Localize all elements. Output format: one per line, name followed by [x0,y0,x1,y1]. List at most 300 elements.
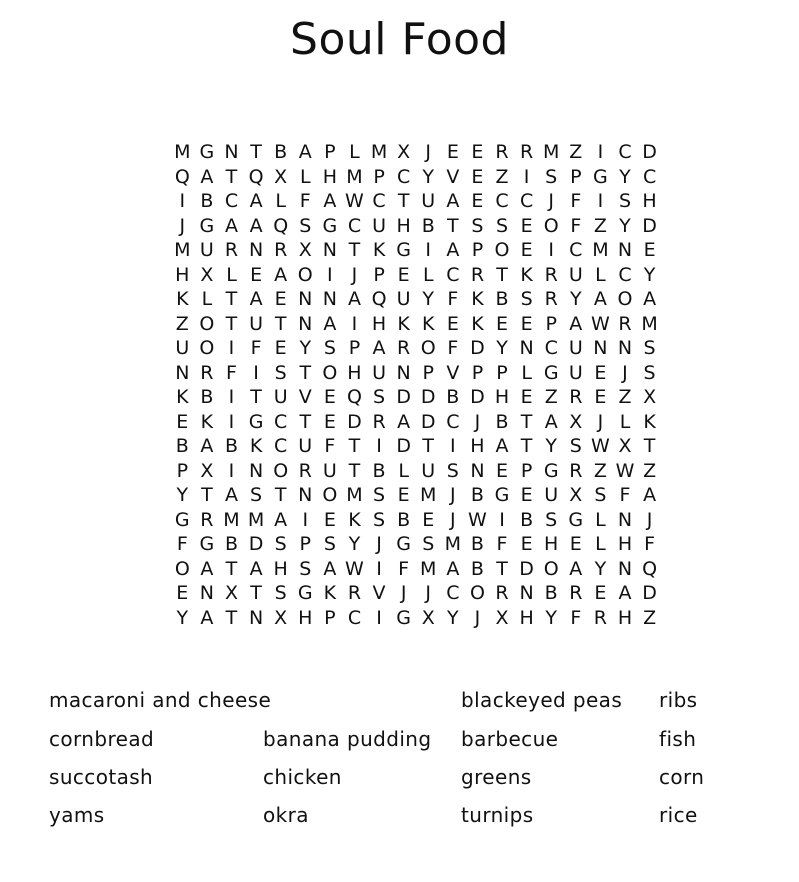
grid-letter: C [446,263,460,286]
grid-letter: B [495,288,509,311]
grid-letter: H [371,312,387,335]
word-item: ribs [659,688,698,712]
grid-letter: E [274,337,287,360]
grid-letter: T [397,190,410,213]
grid-letter: P [348,337,361,360]
grid-letter: O [273,459,289,482]
grid-letter: C [642,165,657,188]
grid-letter: R [569,386,583,409]
grid-letter: O [469,582,485,605]
grid-letter: Y [176,484,189,507]
word-item: macaroni and cheese [49,688,272,712]
grid-letter: T [348,459,361,482]
grid-letter: K [471,312,484,335]
grid-row [170,361,662,386]
grid-letter: G [248,410,264,433]
grid-letter: T [225,606,238,629]
grid-letter: S [274,361,287,384]
grid-letter: N [617,337,633,360]
grid-letter: L [201,288,213,311]
grid-letter: A [274,263,288,286]
grid-letter: M [420,557,437,580]
grid-letter: A [249,288,263,311]
grid-letter: W [345,557,364,580]
grid-letter: T [496,263,508,286]
grid-letter: C [347,214,362,237]
grid-row [170,312,662,337]
grid-letter: A [200,606,214,629]
grid-letter: W [590,435,610,458]
grid-letter: U [372,361,386,384]
grid-letter: E [520,214,533,237]
grid-letter: T [250,582,262,605]
grid-letter: S [520,288,533,311]
grid-letter: F [324,435,336,458]
grid-letter: H [494,386,510,409]
grid-letter: P [373,165,385,188]
grid-letter: I [179,190,186,213]
grid-letter: E [496,312,509,335]
grid-letter: O [297,263,313,286]
grid-letter: T [225,557,238,580]
grid-letter: L [275,190,286,213]
grid-letter: Z [495,165,509,188]
grid-letter: E [520,312,533,335]
grid-letter: R [593,606,607,629]
grid-letter: E [594,386,607,409]
grid-letter: C [618,141,632,164]
grid-letter: J [597,410,604,433]
grid-letter: H [642,190,657,213]
grid-letter: A [397,410,411,433]
grid-letter: V [446,361,460,384]
grid-letter: P [471,361,484,384]
grid-letter: T [422,435,435,458]
grid-letter: M [592,239,609,262]
grid-letter: H [617,533,633,556]
grid-letter: J [351,263,358,286]
grid-letter: Y [619,214,631,237]
grid-letter: I [228,410,235,433]
grid-letter: L [422,263,434,286]
grid-letter: N [519,582,534,605]
grid-letter: J [474,606,481,629]
grid-letter: G [568,508,584,531]
grid-letter: T [496,557,508,580]
grid-letter: Y [422,165,435,188]
grid-letter: X [274,606,288,629]
grid-letter: O [494,239,510,262]
grid-letter: Q [642,557,658,580]
grid-letter: N [175,361,190,384]
grid-letter: I [548,239,554,262]
grid-letter: N [470,459,485,482]
grid-row [170,557,662,582]
grid-letter: E [323,410,336,433]
grid-row [170,214,662,239]
grid-letter: F [570,190,582,213]
grid-letter: I [597,190,604,213]
grid-letter: A [323,190,337,213]
grid-letter: D [642,582,657,605]
grid-letter: B [224,435,238,458]
grid-letter: E [323,508,336,531]
grid-letter: B [372,459,386,482]
grid-letter: F [644,533,656,556]
grid-letter: A [446,239,460,262]
grid-letter: Y [496,337,508,360]
grid-letter: G [199,141,215,164]
grid-letter: H [322,165,337,188]
grid-letter: U [249,312,264,335]
grid-letter: A [347,288,361,311]
grid-letter: A [224,214,238,237]
grid-letter: I [228,337,235,360]
grid-letter: S [250,484,263,507]
grid-letter: Y [422,288,435,311]
grid-letter: T [447,214,459,237]
grid-letter: W [468,508,487,531]
grid-letter: E [397,263,410,286]
grid-letter: A [323,557,337,580]
grid-letter: V [298,386,312,409]
grid-letter: M [346,484,363,507]
grid-letter: O [322,361,338,384]
grid-letter: S [299,557,312,580]
grid-letter: B [224,533,238,556]
grid-letter: R [200,361,214,384]
grid-letter: M [346,165,363,188]
grid-letter: Z [618,386,632,409]
grid-letter: C [446,582,460,605]
grid-letter: H [298,606,313,629]
grid-letter: Q [371,288,387,311]
grid-letter: J [474,410,481,433]
word-item: blackeyed peas [461,688,623,712]
grid-letter: M [641,312,658,335]
grid-letter: O [617,288,633,311]
grid-letter: S [274,533,287,556]
grid-letter: A [372,337,386,360]
grid-letter: E [323,386,336,409]
grid-letter: B [495,410,509,433]
grid-letter: U [568,361,583,384]
grid-letter: X [224,582,238,605]
grid-letter: A [544,410,558,433]
grid-letter: Y [348,533,361,556]
grid-letter: J [646,508,653,531]
grid-letter: C [347,606,362,629]
grid-letter: E [176,582,189,605]
grid-letter: S [643,361,656,384]
grid-letter: B [175,435,189,458]
grid-letter: U [298,435,313,458]
grid-letter: R [569,582,583,605]
grid-letter: K [520,263,533,286]
grid-letter: I [253,361,259,384]
grid-letter: K [643,410,656,433]
grid-letter: K [323,582,337,605]
grid-letter: S [446,459,459,482]
grid-letter: Y [545,435,557,458]
grid-letter: O [420,337,436,360]
grid-letter: Z [569,141,583,164]
grid-letter: J [425,582,432,605]
grid-letter: T [274,484,287,507]
grid-letter: D [642,141,657,164]
grid-row [170,434,662,459]
grid-letter: L [521,361,532,384]
grid-letter: P [422,361,434,384]
grid-letter: L [595,263,606,286]
grid-letter: X [298,239,312,262]
grid-letter: C [446,410,460,433]
grid-letter: E [520,386,533,409]
grid-row [170,606,662,631]
grid-letter: B [274,141,288,164]
grid-letter: U [322,459,337,482]
grid-letter: Z [593,214,607,237]
grid-letter: N [298,484,313,507]
grid-letter: H [175,263,190,286]
grid-letter: N [617,239,633,262]
grid-letter: U [273,386,288,409]
grid-letter: Y [643,263,656,286]
grid-letter: F [398,557,410,580]
grid-letter: N [248,239,264,262]
grid-letter: P [299,533,311,556]
grid-letter: E [274,288,287,311]
grid-letter: N [199,582,214,605]
grid-letter: A [569,312,583,335]
grid-letter: K [397,312,410,335]
grid-letter: G [199,214,215,237]
word-item: greens [461,765,532,789]
grid-letter: E [643,239,656,262]
grid-letter: A [298,141,312,164]
grid-letter: O [174,557,190,580]
grid-letter: A [446,557,460,580]
word-item: corn [659,765,705,789]
grid-letter: O [199,337,215,360]
grid-letter: D [519,557,534,580]
grid-letter: E [446,141,459,164]
grid-letter: Z [544,386,558,409]
grid-letter: H [273,557,288,580]
grid-letter: I [376,557,382,580]
grid-letter: A [249,557,263,580]
grid-letter: D [248,533,264,556]
grid-row [170,140,662,165]
grid-letter: N [248,459,264,482]
grid-letter: R [470,263,485,286]
grid-letter: D [420,410,436,433]
grid-row [170,410,662,435]
grid-letter: F [619,484,631,507]
grid-letter: A [569,557,583,580]
grid-letter: Y [176,606,189,629]
grid-letter: I [327,263,333,286]
grid-letter: E [422,508,435,531]
word-item: succotash [49,765,154,789]
grid-letter: G [396,239,411,262]
grid-letter: S [569,435,582,458]
grid-letter: I [597,141,604,164]
grid-letter: T [225,312,238,335]
grid-letter: Z [175,312,189,335]
grid-letter: X [397,141,411,164]
grid-letter: E [471,190,484,213]
grid-letter: I [376,435,382,458]
grid-letter: W [615,459,635,482]
grid-letter: D [347,410,362,433]
grid-letter: I [499,508,505,531]
grid-letter: B [544,582,558,605]
grid-letter: U [175,337,190,360]
grid-letter: C [397,165,411,188]
grid-letter: N [593,337,608,360]
grid-letter: A [643,288,657,311]
grid-letter: T [520,410,533,433]
grid-letter: A [495,435,509,458]
grid-letter: Z [593,459,607,482]
grid-letter: J [450,508,456,531]
grid-letter: T [520,435,533,458]
grid-letter: S [471,214,484,237]
grid-letter: X [200,459,214,482]
grid-row [170,238,662,263]
grid-letter: D [420,386,436,409]
grid-letter: S [323,533,336,556]
grid-letter: T [225,165,238,188]
grid-letter: V [446,165,460,188]
grid-row [170,532,662,557]
grid-letter: R [274,239,288,262]
grid-letter: U [421,459,436,482]
grid-letter: R [569,459,583,482]
grid-letter: S [373,386,386,409]
grid-letter: Y [594,557,607,580]
grid-letter: B [421,214,435,237]
grid-letter: A [643,484,657,507]
grid-letter: C [224,190,239,213]
grid-letter: N [617,508,633,531]
grid-letter: S [545,165,558,188]
grid-letter: N [298,312,313,335]
word-item: barbecue [461,727,559,751]
grid-letter: V [372,582,386,605]
grid-letter: T [250,386,262,409]
word-item: chicken [263,765,342,789]
grid-letter: D [396,386,411,409]
grid-letter: F [447,337,459,360]
grid-row [170,459,662,484]
grid-letter: Y [545,606,557,629]
grid-letter: T [201,484,213,507]
grid-letter: D [642,214,657,237]
grid-letter: I [376,606,382,629]
grid-letter: M [174,239,191,262]
grid-letter: K [176,288,189,311]
grid-letter: E [569,533,582,556]
grid-letter: A [249,214,263,237]
grid-letter: M [370,141,388,164]
grid-letter: Y [619,165,631,188]
word-item: okra [263,803,309,827]
grid-letter: C [544,337,558,360]
grid-row [170,483,662,508]
grid-letter: F [570,606,582,629]
grid-letter: N [224,141,239,164]
grid-letter: B [520,508,534,531]
grid-letter: B [470,484,484,507]
grid-letter: L [595,508,606,531]
grid-letter: L [595,533,606,556]
grid-letter: R [397,337,411,360]
grid-letter: A [618,582,632,605]
grid-letter: A [224,484,238,507]
grid-letter: J [425,141,432,164]
grid-letter: E [446,312,459,335]
grid-letter: R [618,312,632,335]
grid-letter: Q [174,165,190,188]
grid-letter: B [470,533,484,556]
grid-letter: Y [569,288,582,311]
grid-letter: F [447,288,459,311]
grid-letter: S [323,337,336,360]
grid-letter: H [617,606,633,629]
grid-letter: E [176,410,189,433]
grid-letter: T [643,435,656,458]
grid-letter: I [351,312,358,335]
grid-letter: C [519,190,534,213]
grid-letter: A [274,508,288,531]
grid-letter: G [494,484,510,507]
grid-row [170,165,662,190]
grid-letter: A [200,435,214,458]
grid-letter: C [274,435,288,458]
grid-letter: I [523,165,530,188]
grid-letter: M [247,508,265,531]
grid-letter: Y [447,606,459,629]
grid-letter: H [396,214,411,237]
grid-letter: S [643,337,656,360]
grid-letter: E [471,165,484,188]
grid-row [170,263,662,288]
grid-letter: G [322,214,338,237]
grid-letter: D [470,386,485,409]
grid-letter: A [200,557,214,580]
grid-letter: T [250,141,262,164]
grid-letter: N [322,239,337,262]
grid-letter: Z [643,459,657,482]
grid-letter: M [444,533,462,556]
grid-letter: H [519,606,534,629]
grid-letter: X [643,386,657,409]
grid-letter: X [200,263,214,286]
grid-letter: H [347,361,362,384]
grid-letter: I [228,459,235,482]
grid-row [170,336,662,361]
grid-letter: R [200,508,214,531]
grid-letter: R [495,141,509,164]
grid-letter: X [495,606,509,629]
grid-letter: E [397,484,410,507]
grid-letter: B [397,508,411,531]
grid-letter: U [199,239,214,262]
grid-letter: G [543,361,559,384]
grid-letter: D [396,435,411,458]
